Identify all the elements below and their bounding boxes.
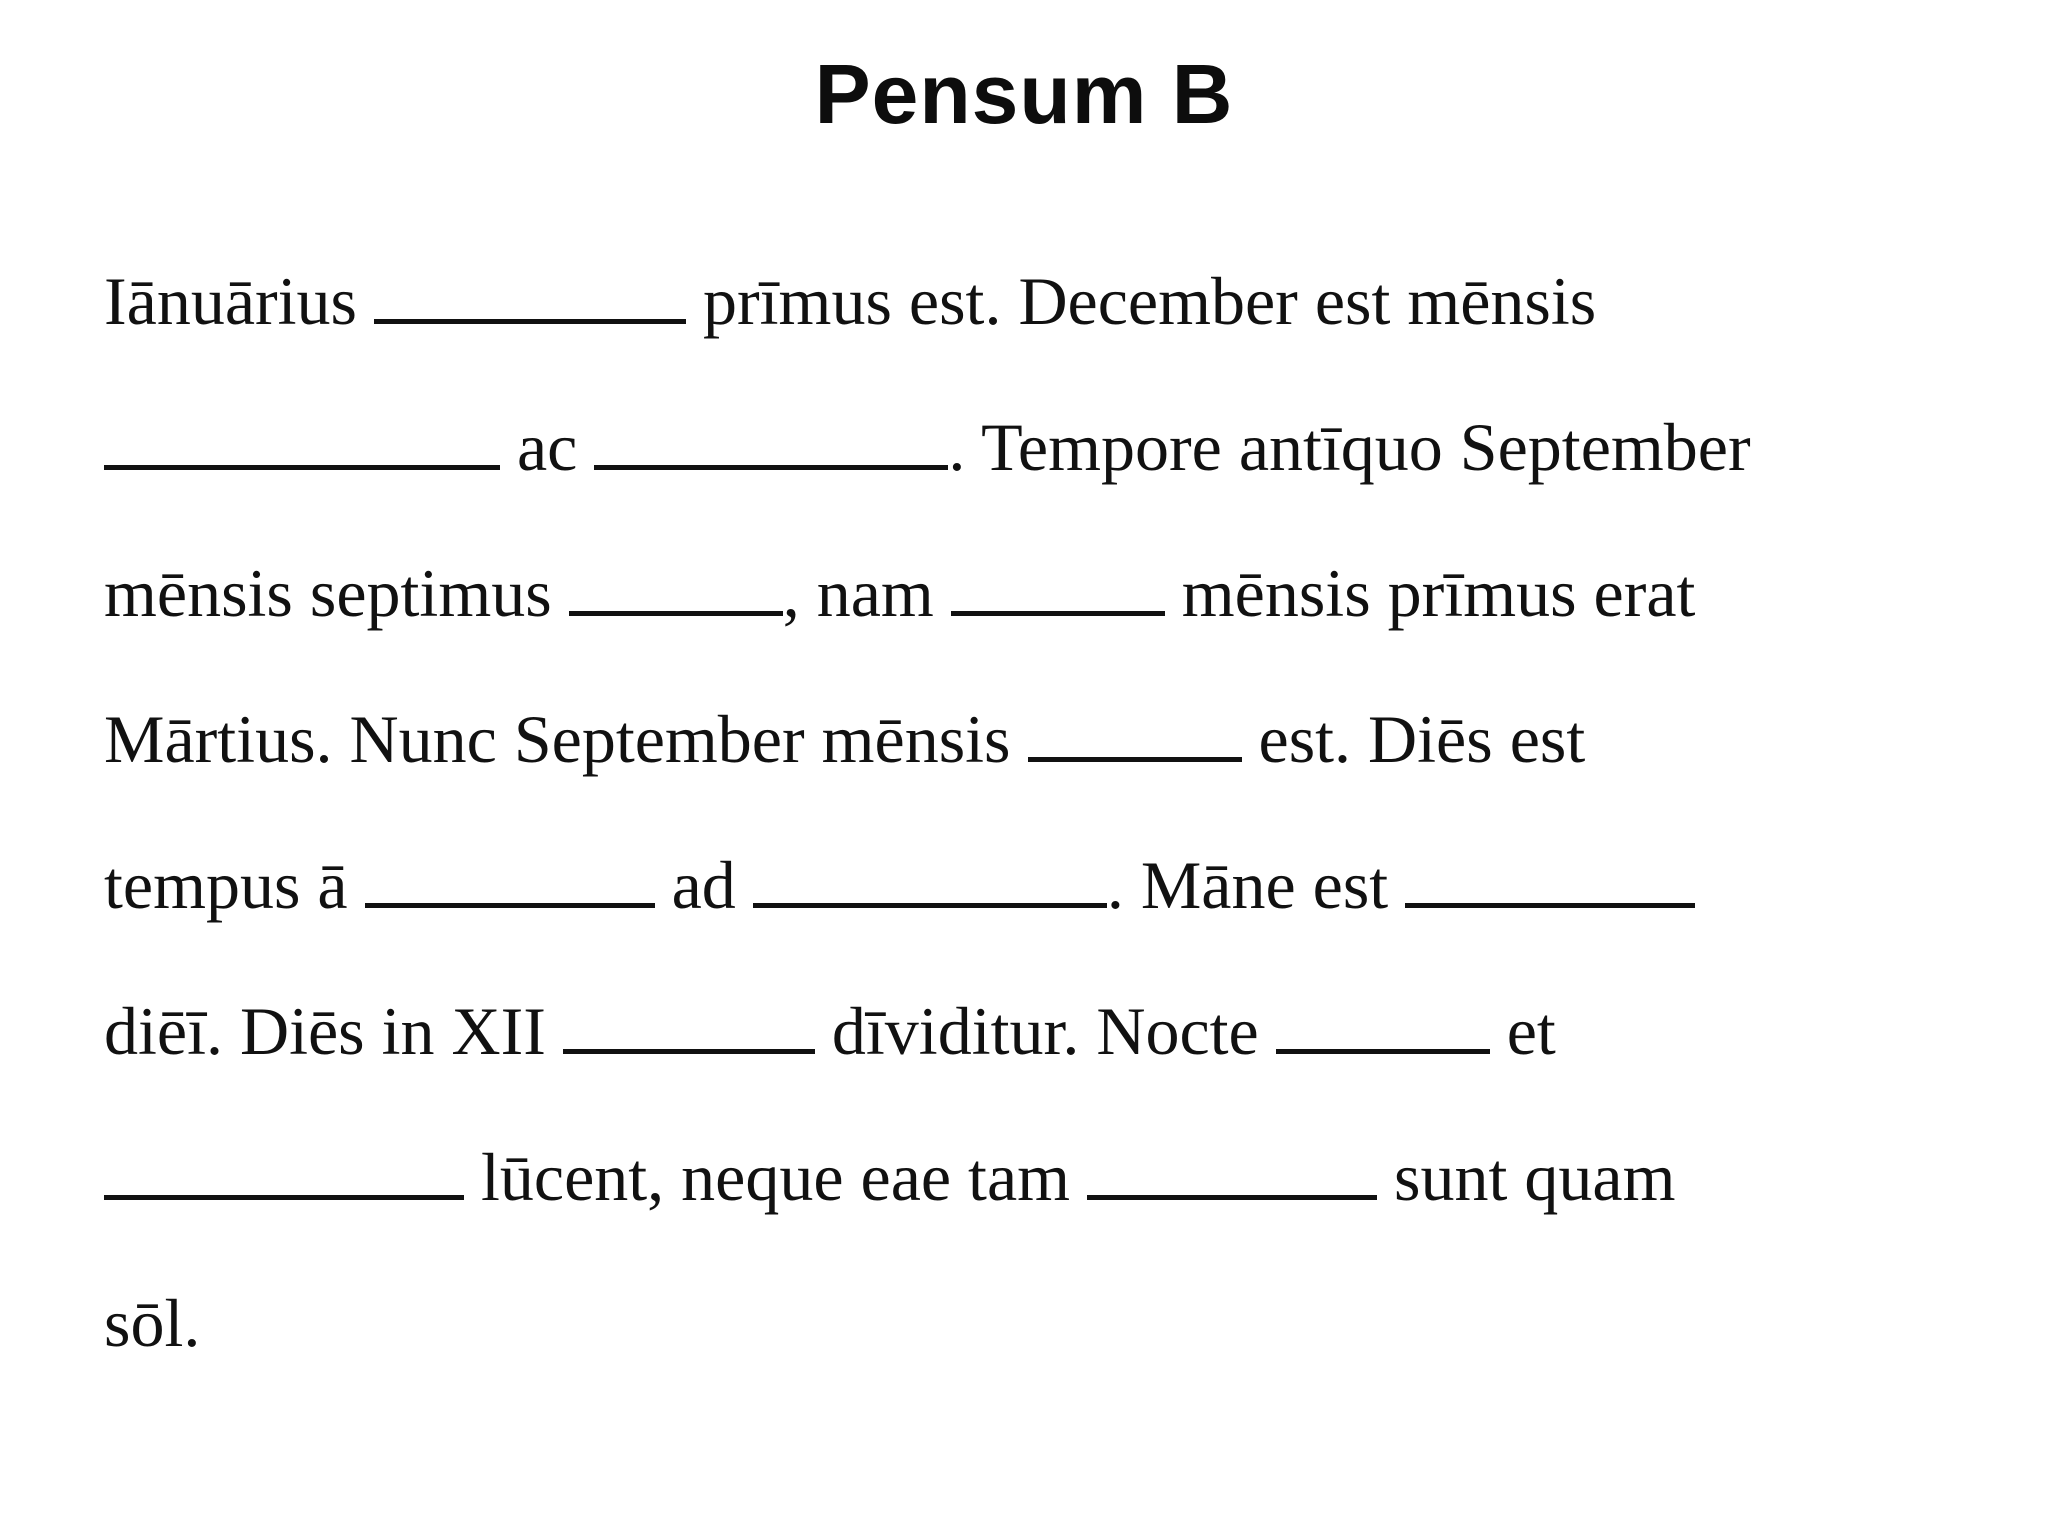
text-segment: . Māne est — [1106, 847, 1406, 923]
answer-blank[interactable] — [1087, 1195, 1377, 1200]
passage-line-1 — [104, 228, 1984, 374]
answer-blank[interactable] — [104, 465, 500, 470]
answer-blank[interactable] — [1276, 1049, 1490, 1054]
answer-blank[interactable] — [104, 1195, 464, 1200]
text-segment: est. Diēs est — [1241, 701, 1586, 777]
fill-in-passage — [104, 228, 1984, 1396]
passage-line-8 — [104, 1250, 1984, 1396]
text-segment: mēnsis prīmus erat — [1164, 555, 1696, 631]
text-segment: lūcent, neque eae tam — [464, 1139, 1088, 1215]
answer-blank[interactable] — [594, 465, 948, 470]
text-segment: prīmus est. December est mēnsis — [686, 263, 1597, 339]
text-segment: sunt quam — [1377, 1139, 1676, 1215]
passage-line-7 — [104, 1104, 1984, 1250]
text-segment: ac — [500, 409, 595, 485]
text-segment: et — [1489, 993, 1556, 1069]
answer-blank[interactable] — [563, 1049, 815, 1054]
answer-blank[interactable] — [569, 611, 783, 616]
text-segment: mēnsis septimus — [104, 555, 569, 631]
passage-line-3 — [104, 520, 1984, 666]
text-segment: diēī. Diēs in XII — [104, 993, 563, 1069]
text-segment: sōl. — [104, 1285, 201, 1361]
answer-blank[interactable] — [951, 611, 1165, 616]
text-segment: Iānuārius — [104, 263, 375, 339]
passage-line-6 — [104, 958, 1984, 1104]
answer-blank[interactable] — [1405, 903, 1695, 908]
answer-blank[interactable] — [1028, 757, 1242, 762]
passage-line-4 — [104, 666, 1984, 812]
answer-blank[interactable] — [753, 903, 1107, 908]
page-title: Pensum B — [814, 47, 1234, 141]
text-segment: ad — [654, 847, 753, 923]
text-segment: dīviditur. Nocte — [814, 993, 1276, 1069]
passage-line-2 — [104, 374, 1984, 520]
answer-blank[interactable] — [374, 319, 686, 324]
answer-blank[interactable] — [365, 903, 655, 908]
text-segment: Mārtius. Nunc September mēnsis — [104, 701, 1028, 777]
text-segment: . Tempore antīquo September — [948, 409, 1751, 485]
text-segment: , nam — [782, 555, 951, 631]
passage-line-5 — [104, 812, 1984, 958]
text-segment: tempus ā — [104, 847, 365, 923]
